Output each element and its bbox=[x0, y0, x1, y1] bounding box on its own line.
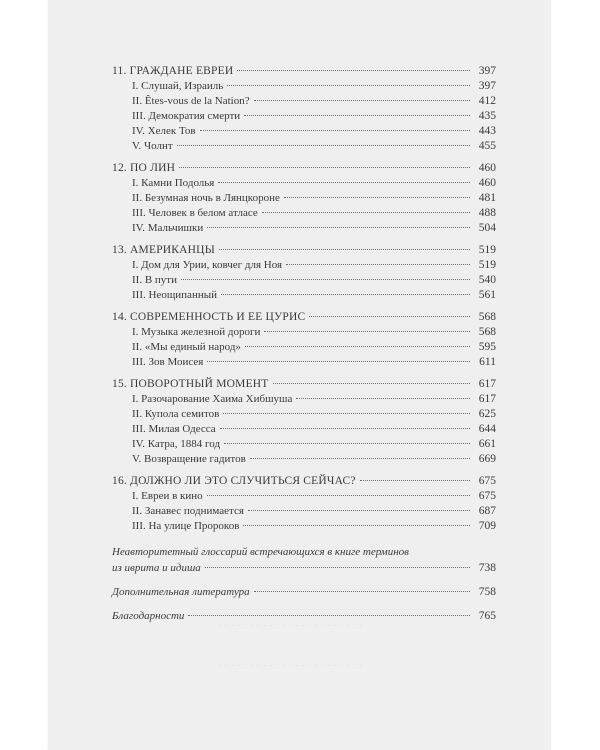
table-of-contents bbox=[112, 64, 496, 632]
toc-subchapter-row[interactable] bbox=[112, 258, 496, 273]
chapter-title: 16. ДОЛЖНО ЛИ ЭТО СЛУЧИТЬСЯ СЕЙЧАС? bbox=[112, 475, 356, 487]
toc-chapter-row[interactable] bbox=[112, 161, 496, 176]
dot-leader bbox=[221, 294, 470, 295]
dot-leader bbox=[224, 443, 470, 444]
subchapter-title: I. Евреи в кино bbox=[132, 490, 203, 502]
toc-subchapter-row[interactable] bbox=[112, 273, 496, 288]
subchapter-title: III. Милая Одесса bbox=[132, 423, 216, 435]
dot-leader bbox=[181, 279, 470, 280]
page-number: 412 bbox=[478, 95, 496, 107]
page-number: 709 bbox=[478, 520, 496, 532]
dot-leader bbox=[179, 167, 470, 168]
subchapter-title: I. Слушай, Израиль bbox=[132, 80, 224, 92]
subchapter-title: II. Купола семитов bbox=[132, 408, 220, 420]
subchapter-title: II. Êtes-vous de la Nation? bbox=[132, 95, 250, 107]
dot-leader bbox=[207, 361, 470, 362]
page-number: 455 bbox=[478, 140, 496, 152]
toc-section-11 bbox=[112, 64, 496, 154]
toc-chapter-row[interactable] bbox=[112, 64, 496, 79]
dot-leader bbox=[284, 197, 470, 198]
toc-section-12 bbox=[112, 161, 496, 236]
page-number: 568 bbox=[478, 311, 496, 323]
page-number: 595 bbox=[478, 341, 496, 353]
page-number: 481 bbox=[478, 192, 496, 204]
page-number: 519 bbox=[478, 259, 496, 271]
page-number: 625 bbox=[478, 408, 496, 420]
subchapter-title: IV. Катра, 1884 год bbox=[132, 438, 221, 450]
dot-leader bbox=[219, 249, 470, 250]
dot-leader bbox=[309, 316, 470, 317]
toc-back-matter bbox=[112, 544, 496, 624]
dot-leader bbox=[243, 525, 470, 526]
toc-subchapter-row[interactable] bbox=[112, 109, 496, 124]
dot-leader bbox=[264, 331, 470, 332]
toc-subchapter-row[interactable] bbox=[112, 124, 496, 139]
toc-section-16 bbox=[112, 474, 496, 534]
dot-leader bbox=[207, 227, 470, 228]
dot-leader bbox=[188, 615, 470, 616]
toc-subchapter-row[interactable] bbox=[112, 437, 496, 452]
page-number: 687 bbox=[478, 505, 496, 517]
dot-leader bbox=[177, 145, 470, 146]
chapter-title: 13. АМЕРИКАНЦЫ bbox=[112, 244, 215, 256]
dot-leader bbox=[360, 480, 470, 481]
toc-chapter-row[interactable] bbox=[112, 310, 496, 325]
subchapter-title: III. Неощипанный bbox=[132, 289, 217, 301]
page-number: 435 bbox=[478, 110, 496, 122]
subchapter-title: II. Занавес поднимается bbox=[132, 505, 244, 517]
glossary-title-line1: Неавторитетный глоссарий встречающихся в книге терминов bbox=[112, 546, 409, 558]
dot-leader bbox=[245, 346, 470, 347]
acknowledgements-title: Благодарности bbox=[112, 610, 185, 622]
chapter-title: 11. ГРАЖДАНЕ ЕВРЕИ bbox=[112, 65, 234, 77]
dot-leader bbox=[207, 495, 470, 496]
toc-subchapter-row[interactable] bbox=[112, 139, 496, 154]
subchapter-title: V. Чолнт bbox=[132, 140, 173, 152]
page-number: 661 bbox=[478, 438, 496, 450]
toc-subchapter-row[interactable] bbox=[112, 392, 496, 407]
toc-subchapter-row[interactable] bbox=[112, 221, 496, 236]
toc-subchapter-row[interactable] bbox=[112, 206, 496, 221]
subchapter-title: I. Музыка железной дороги bbox=[132, 326, 261, 338]
page-number: 765 bbox=[478, 610, 496, 622]
page-number: 443 bbox=[478, 125, 496, 137]
page-number: 738 bbox=[478, 562, 496, 574]
subchapter-title: IV. Хелек Тов bbox=[132, 125, 196, 137]
subchapter-title: III. Зов Моисея bbox=[132, 356, 204, 368]
toc-subchapter-row[interactable] bbox=[112, 489, 496, 504]
page-number: 617 bbox=[478, 378, 496, 390]
subchapter-title: I. Дом для Урии, ковчег для Ноя bbox=[132, 259, 283, 271]
page-number: 561 bbox=[478, 289, 496, 301]
toc-subchapter-row[interactable] bbox=[112, 519, 496, 534]
toc-subchapter-row[interactable] bbox=[112, 422, 496, 437]
dot-leader bbox=[223, 413, 470, 414]
dot-leader bbox=[220, 428, 470, 429]
dot-leader bbox=[237, 70, 470, 71]
dot-leader bbox=[218, 182, 470, 183]
toc-subchapter-row[interactable] bbox=[112, 452, 496, 467]
toc-glossary-entry[interactable] bbox=[112, 544, 496, 576]
dot-leader bbox=[205, 567, 470, 568]
toc-section-14 bbox=[112, 310, 496, 370]
toc-subchapter-row[interactable] bbox=[112, 355, 496, 370]
toc-subchapter-row[interactable] bbox=[112, 340, 496, 355]
subchapter-title: I. Разочарование Хаима Хибшуша bbox=[132, 393, 293, 405]
page-number: 617 bbox=[478, 393, 496, 405]
page-number: 758 bbox=[478, 586, 496, 598]
toc-chapter-row[interactable] bbox=[112, 474, 496, 489]
page-number: 644 bbox=[478, 423, 496, 435]
page-number: 488 bbox=[478, 207, 496, 219]
toc-subchapter-row[interactable] bbox=[112, 191, 496, 206]
toc-section-13 bbox=[112, 243, 496, 303]
dot-leader bbox=[244, 115, 470, 116]
subchapter-title: III. На улице Пророков bbox=[132, 520, 240, 532]
chapter-title: 12. ПО ЛИН bbox=[112, 162, 176, 174]
toc-subchapter-row[interactable] bbox=[112, 79, 496, 94]
page-number: 519 bbox=[478, 244, 496, 256]
dot-leader bbox=[248, 510, 470, 511]
dot-leader bbox=[286, 264, 470, 265]
toc-subchapter-row[interactable] bbox=[112, 288, 496, 303]
toc-subchapter-row[interactable] bbox=[112, 325, 496, 340]
glossary-title-line2: из иврита и идиша bbox=[112, 562, 201, 574]
subchapter-title: I. Камни Подолья bbox=[132, 177, 215, 189]
dot-leader bbox=[227, 85, 470, 86]
toc-chapter-row[interactable] bbox=[112, 243, 496, 258]
page-number: 568 bbox=[478, 326, 496, 338]
subchapter-title: IV. Мальчишки bbox=[132, 222, 204, 234]
page-number: 460 bbox=[478, 162, 496, 174]
subchapter-title: V. Возвращение гадитов bbox=[132, 453, 246, 465]
page-number: 675 bbox=[478, 475, 496, 487]
dot-leader bbox=[250, 458, 470, 459]
page-number: 669 bbox=[478, 453, 496, 465]
chapter-title: 15. ПОВОРОТНЫЙ МОМЕНТ bbox=[112, 378, 269, 390]
toc-acknowledgements-entry[interactable] bbox=[112, 608, 496, 624]
dot-leader bbox=[200, 130, 470, 131]
toc-subchapter-row[interactable] bbox=[112, 407, 496, 422]
dot-leader bbox=[296, 398, 470, 399]
subchapter-title: II. В пути bbox=[132, 274, 177, 286]
toc-subchapter-row[interactable] bbox=[112, 504, 496, 519]
page-number: 460 bbox=[478, 177, 496, 189]
page-number: 675 bbox=[478, 490, 496, 502]
dot-leader bbox=[273, 383, 470, 384]
toc-section-15 bbox=[112, 377, 496, 467]
toc-subchapter-row[interactable] bbox=[112, 176, 496, 191]
subchapter-title: II. «Мы единый народ» bbox=[132, 341, 241, 353]
subchapter-title: III. Демократия смерти bbox=[132, 110, 241, 122]
bleed-through-text: · · · · · · · · · · · · · · · · · · · · · · · bbox=[218, 620, 363, 632]
further-reading-title: Дополнительная литература bbox=[112, 586, 250, 598]
bleed-through-text: · · · · · · · · · · · · · · · · · · · · · · · bbox=[218, 660, 363, 672]
page-number: 397 bbox=[478, 65, 496, 77]
page-number: 504 bbox=[478, 222, 496, 234]
toc-further-reading-entry[interactable] bbox=[112, 584, 496, 600]
toc-subchapter-row[interactable] bbox=[112, 94, 496, 109]
toc-chapter-row[interactable] bbox=[112, 377, 496, 392]
chapter-title: 14. СОВРЕМЕННОСТЬ И ЕЕ ЦУРИС bbox=[112, 311, 306, 323]
dot-leader bbox=[254, 591, 470, 592]
page-number: 611 bbox=[479, 356, 496, 368]
page-number: 540 bbox=[478, 274, 496, 286]
dot-leader bbox=[254, 100, 470, 101]
page-number: 397 bbox=[478, 80, 496, 92]
subchapter-title: III. Человек в белом атласе bbox=[132, 207, 258, 219]
dot-leader bbox=[262, 212, 470, 213]
subchapter-title: II. Безумная ночь в Лянцкороне bbox=[132, 192, 280, 204]
